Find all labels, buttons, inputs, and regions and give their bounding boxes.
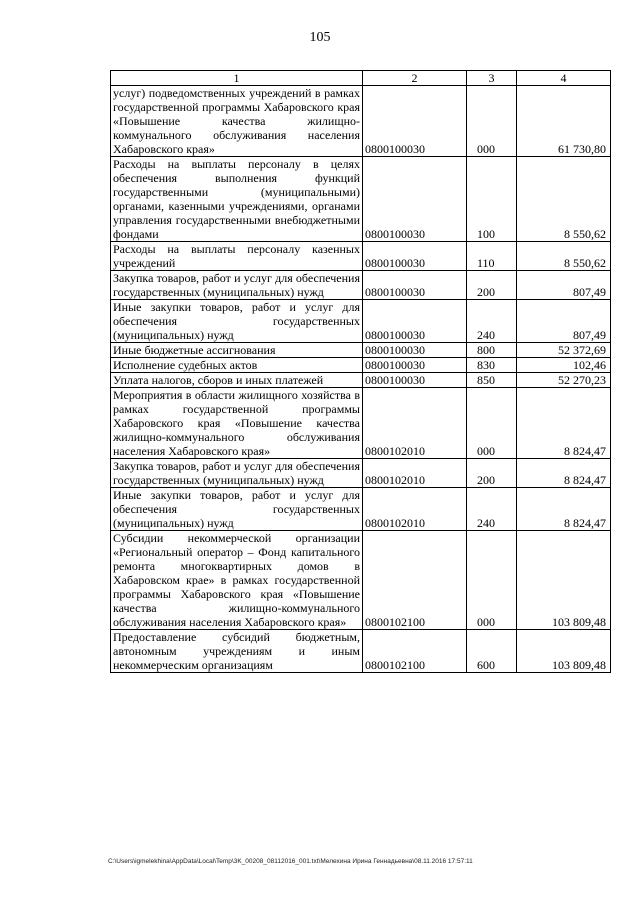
- row-amount-cell: 8 824,47: [517, 459, 611, 488]
- row-type-cell: 110: [467, 242, 517, 271]
- row-name-cell: услуг) подведомственных учреждений в рамках государственной программы Хабаровского края «Повышение качества жилищно-коммунального обслуживания населения Хабаровского края»: [111, 86, 363, 157]
- row-type-cell: 200: [467, 271, 517, 300]
- row-code-cell: 0800100030: [363, 242, 467, 271]
- row-type-cell: 850: [467, 373, 517, 388]
- row-amount-cell: 8 550,62: [517, 157, 611, 242]
- column-header: 2: [363, 71, 467, 86]
- column-header: 1: [111, 71, 363, 86]
- row-amount-cell: 807,49: [517, 300, 611, 343]
- table-row: [111, 242, 611, 271]
- row-type-cell: 240: [467, 488, 517, 531]
- row-name-cell: Предоставление субсидий бюджетным, автономным учреждениям и иным некоммерческим организациям: [111, 630, 363, 673]
- row-amount-cell: 52 372,69: [517, 343, 611, 358]
- row-amount-cell: 52 270,23: [517, 373, 611, 388]
- column-header: 4: [517, 71, 611, 86]
- row-name-cell: Закупка товаров, работ и услуг для обеспечения государственных (муниципальных) нужд: [111, 271, 363, 300]
- row-code-cell: 0800102100: [363, 630, 467, 673]
- table-row: [111, 531, 611, 630]
- row-type-cell: 000: [467, 531, 517, 630]
- column-header: 3: [467, 71, 517, 86]
- row-code-cell: 0800102100: [363, 531, 467, 630]
- row-code-cell: 0800100030: [363, 373, 467, 388]
- row-name-cell: Субсидии некоммерческой организации «Региональный оператор – Фонд капитального ремонта многоквартирных домов в Хабаровском крае» в рамках государственной программы Хабаровского края «Повышение качества жилищно-коммунального обслуживания населения Хабаровского края»: [111, 531, 363, 630]
- page-number: 105: [309, 30, 331, 45]
- table-row: [111, 459, 611, 488]
- row-name-cell: Мероприятия в области жилищного хозяйства в рамках государственной программы Хабаровского края «Повышение качества жилищно-коммунального обслуживания населения Хабаровского края»: [111, 388, 363, 459]
- row-type-cell: 800: [467, 343, 517, 358]
- file-path-footer: C:\Users\igmelekhina\AppData\Local\Temp\3K_00208_08112016_001.txt\Мелехина Ирина Геннадьевна\08.11.2016 17:57:11: [108, 858, 473, 865]
- row-code-cell: 0800100030: [363, 86, 467, 157]
- row-code-cell: 0800102010: [363, 388, 467, 459]
- table-row: [111, 271, 611, 300]
- table-row: [111, 300, 611, 343]
- table-row: [111, 630, 611, 673]
- table-row: [111, 373, 611, 388]
- row-name-cell: Иные закупки товаров, работ и услуг для обеспечения государственных (муниципальных) нужд: [111, 488, 363, 531]
- row-amount-cell: 8 824,47: [517, 488, 611, 531]
- row-amount-cell: 103 809,48: [517, 531, 611, 630]
- row-amount-cell: 102,46: [517, 358, 611, 373]
- table-row: [111, 358, 611, 373]
- table-row: [111, 86, 611, 157]
- table-row: [111, 343, 611, 358]
- row-name-cell: Расходы на выплаты персоналу казенных учреждений: [111, 242, 363, 271]
- row-code-cell: 0800100030: [363, 157, 467, 242]
- row-name-cell: Иные бюджетные ассигнования: [111, 343, 363, 358]
- row-type-cell: 600: [467, 630, 517, 673]
- row-code-cell: 0800100030: [363, 300, 467, 343]
- row-amount-cell: 103 809,48: [517, 630, 611, 673]
- row-type-cell: 200: [467, 459, 517, 488]
- row-type-cell: 000: [467, 86, 517, 157]
- row-type-cell: 000: [467, 388, 517, 459]
- row-code-cell: 0800102010: [363, 488, 467, 531]
- table-row: [111, 157, 611, 242]
- row-type-cell: 830: [467, 358, 517, 373]
- budget-table: [110, 70, 611, 673]
- row-amount-cell: 61 730,80: [517, 86, 611, 157]
- row-code-cell: 0800100030: [363, 343, 467, 358]
- table-row: [111, 488, 611, 531]
- row-code-cell: 0800100030: [363, 271, 467, 300]
- row-type-cell: 100: [467, 157, 517, 242]
- row-code-cell: 0800100030: [363, 358, 467, 373]
- row-name-cell: Закупка товаров, работ и услуг для обеспечения государственных (муниципальных) нужд: [111, 459, 363, 488]
- row-name-cell: Уплата налогов, сборов и иных платежей: [111, 373, 363, 388]
- row-name-cell: Иные закупки товаров, работ и услуг для обеспечения государственных (муниципальных) нужд: [111, 300, 363, 343]
- row-amount-cell: 8 824,47: [517, 388, 611, 459]
- row-name-cell: Расходы на выплаты персоналу в целях обеспечения выполнения функций государственными (муниципальными) органами, казенными учреждениями, органами управления государственными внебюджетными фондами: [111, 157, 363, 242]
- table-row: [111, 388, 611, 459]
- table-header-row: [111, 71, 611, 86]
- row-amount-cell: 807,49: [517, 271, 611, 300]
- row-amount-cell: 8 550,62: [517, 242, 611, 271]
- row-name-cell: Исполнение судебных актов: [111, 358, 363, 373]
- row-type-cell: 240: [467, 300, 517, 343]
- row-code-cell: 0800102010: [363, 459, 467, 488]
